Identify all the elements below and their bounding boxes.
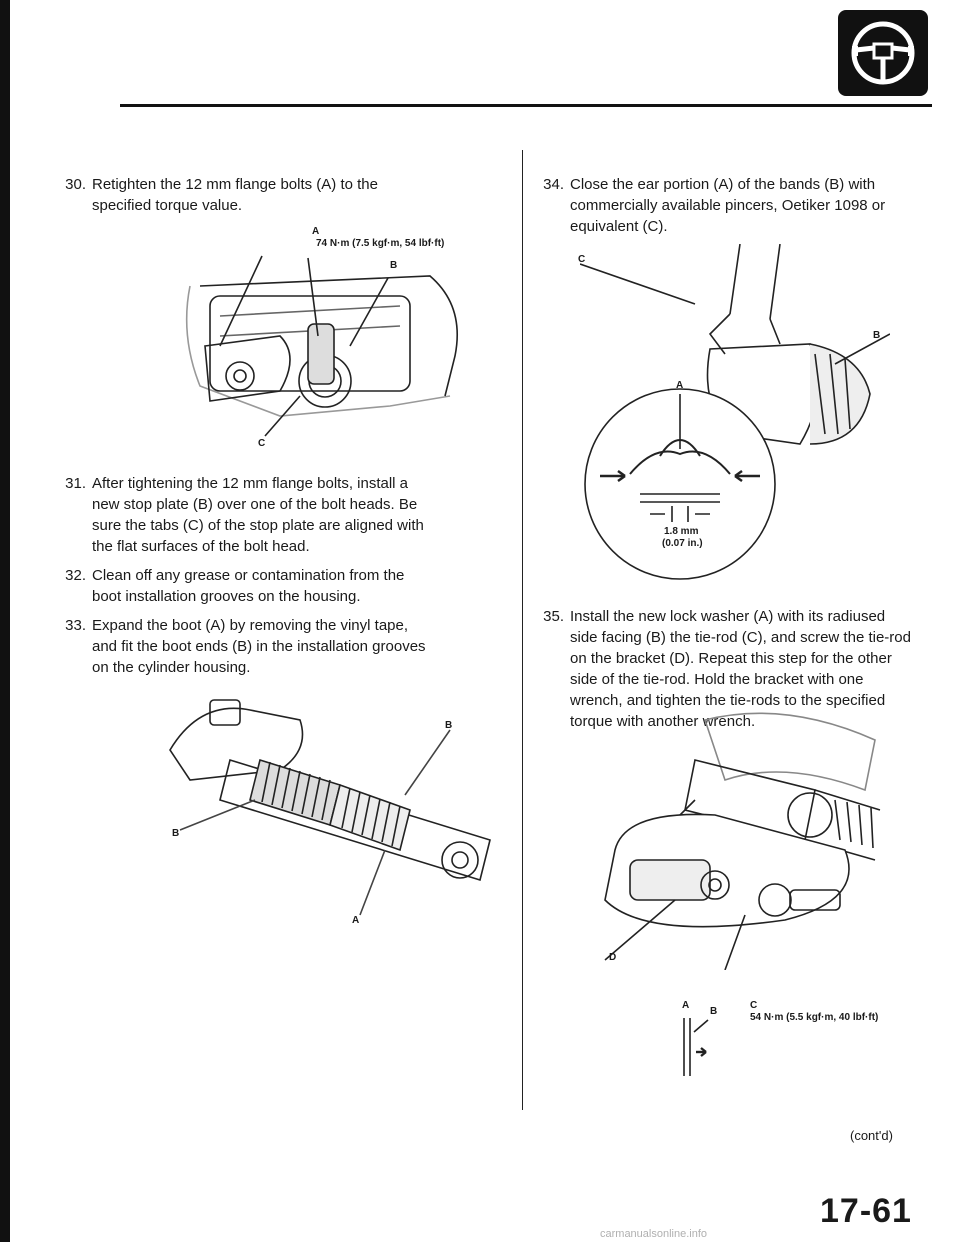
steering-wheel-icon [838, 10, 928, 101]
step-text-line: equivalent (C). [570, 218, 668, 235]
step-text-line: new stop plate (B) over one of the bolt heads. Be [92, 496, 418, 513]
step-text-line: Close the ear portion (A) of the bands (B) with [570, 176, 876, 193]
step-31 [56, 473, 496, 559]
band-closing-figure [580, 244, 890, 584]
callout-label: B [390, 260, 398, 271]
step-text-line: side facing (B) the tie-rod (C), and screw the tie-rod [570, 629, 911, 646]
step-number: 31. [65, 475, 86, 492]
step-text-line: the flat surfaces of the bolt head. [92, 538, 310, 555]
step-text-line: on the cylinder housing. [92, 659, 251, 676]
torque-spec: 54 N·m (5.5 kgf·m, 40 lbf·ft) [750, 1012, 879, 1023]
step-text-line: on the bracket (D). Repeat this step for the other [570, 650, 892, 667]
step-32 [56, 565, 496, 609]
measurement-in: (0.07 in.) [662, 538, 703, 549]
lock-washer-icon [680, 1014, 740, 1084]
callout-label: B [710, 1006, 718, 1017]
tie-rod-figure [585, 700, 885, 970]
step-text-line: side of the tie-rod. Hold the bracket with one [570, 671, 864, 688]
callout-label: C [258, 438, 266, 449]
footer-watermark: carmanualsonline.info [600, 1228, 708, 1240]
flange-bolt-figure [170, 226, 470, 456]
step-text-line: Retighten the 12 mm flange bolts (A) to the [92, 176, 378, 193]
callout-label: D [609, 952, 617, 963]
step-text-line: and fit the boot ends (B) in the installation grooves [92, 638, 426, 655]
step-33 [56, 615, 506, 681]
callout-label: C [578, 254, 586, 265]
step-text-line: Clean off any grease or contamination from the [92, 567, 405, 584]
step-text-line: boot installation grooves on the housing. [92, 588, 361, 605]
step-30 [56, 174, 496, 218]
step-number: 32. [65, 567, 86, 584]
continued-note: (cont'd) [850, 1128, 893, 1143]
column-divider [522, 150, 523, 1110]
header-rule [120, 104, 932, 107]
step-34 [534, 174, 934, 240]
step-text-line: Install the new lock washer (A) with its radiused [570, 608, 886, 625]
step-text-line: specified torque value. [92, 197, 243, 214]
torque-spec: 74 N·m (7.5 kgf·m, 54 lbf·ft) [316, 238, 445, 249]
step-text-line: Expand the boot (A) by removing the vinyl tape, [92, 617, 409, 634]
boot-installation-figure [160, 690, 510, 935]
step-text-line: wrench, and tighten the tie-rods to the specified [570, 692, 886, 709]
callout-label: B [172, 828, 180, 839]
callout-label: A [312, 226, 320, 237]
measurement-mm: 1.8 mm [664, 526, 699, 537]
step-text-line: commercially available pincers, Oetiker 1098 or [570, 197, 886, 214]
step-number: 35. [543, 608, 564, 625]
step-text-line: sure the tabs (C) of the stop plate are aligned with [92, 517, 424, 534]
step-number: 34. [543, 176, 564, 193]
page-number: 17-61 [820, 1192, 912, 1230]
callout-label: C [750, 1000, 758, 1011]
callout-label: A [352, 915, 360, 926]
callout-label: B [873, 330, 881, 341]
step-number: 33. [65, 617, 86, 634]
step-number: 30. [65, 176, 86, 193]
step-text-line: After tightening the 12 mm flange bolts, install a [92, 475, 409, 492]
binding-bar [0, 0, 10, 1242]
callout-label: B [445, 720, 453, 731]
callout-label: A [682, 1000, 690, 1011]
callout-label: A [676, 380, 684, 391]
washer-legend [680, 1000, 940, 1090]
step-text-line: torque with another wrench. [570, 713, 756, 730]
